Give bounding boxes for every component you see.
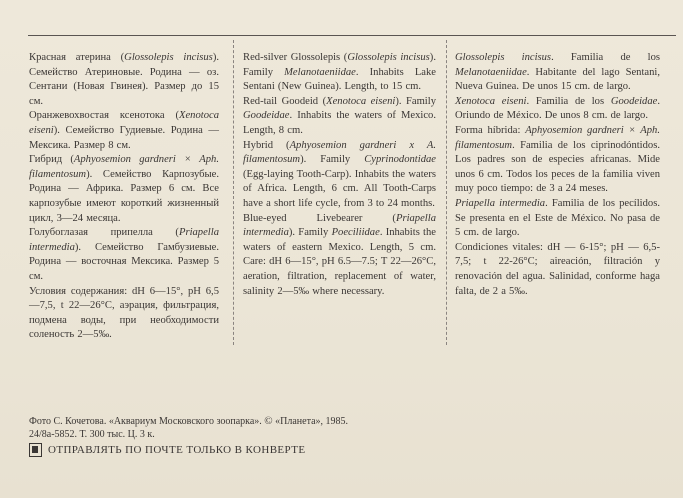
ru-paragraph-atherine: Красная атерина (Glossolepis incisus). Семейство Атериновые. Родина — оз. Сентани (Новая Гвинея). Размер до 15 см. xyxy=(29,52,219,107)
print-info: 24/8а-5852. Т. 300 тыс. Ц. 3 к. xyxy=(29,428,155,440)
mailing-instruction xyxy=(29,443,305,457)
es-paragraph-priapella: Priapella intermedia. Familia de los pecílidos. Se presenta en el Este de México. No pasa de 5 cm. de largo. xyxy=(455,197,660,239)
en-paragraph-livebearer: Blue-eyed Livebearer (Priapella intermedia). Family Poeciliidae. Inhabits the waters of eastern Mexico. Length, 5 cm. Care: dH 6—15°, pH 6.5—7.5; T 22—26°C, aeration, filtration, replacement of water, salinity 2—5‰ where necessary. xyxy=(243,212,436,297)
ru-paragraph-priapella: Голубоглазая припелла (Priapella intermedia). Семейство Гамбузиевые. Родина — восточная Мексика. Размер 5 см. xyxy=(29,227,219,282)
spanish-column xyxy=(455,51,660,299)
en-paragraph-goodeid: Red-tail Goodeid (Xenotoca eiseni). Family Goodeidae. Inhabits the waters of Mexico. Length, 8 cm. xyxy=(243,95,436,136)
column-divider-1 xyxy=(233,40,234,345)
ru-paragraph-conditions: Условия содержания: dH 6—15°, pH 6,5—7,5, t 22—26°C, аэрация, фильтрация, подмена воды, при необходимости соленость 2—5‰. xyxy=(29,285,219,341)
es-paragraph-xenotoca: Xenotoca eiseni. Familia de los Goodeidae. Oriundo de México. De unos 8 cm. de largo. xyxy=(455,95,660,122)
en-paragraph-glossolepis: Red-silver Glossolepis (Glossolepis incisus). Family Melanotaeniidae. Inhabits Lake Sentani (New Guinea). Length, to 15 cm. xyxy=(243,52,436,93)
en-paragraph-hybrid: Hybrid (Aphyosemion gardneri x A. filamentosum). Family Cyprinodontidae (Egg-laying Tooth-Carp). Inhabits the waters of Africa. Length, 6 cm. All Tooth-Carps have a short life cycle, from 3 to 24 months. xyxy=(243,139,436,209)
es-paragraph-glossolepis: Glossolepis incisus. Familia de los Melanotaeniidae. Habitante del lago Sentani, Nueva Guinea. De unos 15 cm. de largo. xyxy=(455,52,660,93)
mailing-note: ОТПРАВЛЯТЬ ПО ПОЧТЕ ТОЛЬКО В КОНВЕРТЕ xyxy=(48,444,306,456)
ru-paragraph-xenotoca: Оранжевохвостая ксенотока (Xenotoca eiseni). Семейство Гудиевые. Родина — Мексика. Размер 8 см. xyxy=(29,110,219,151)
photo-credit: Фото С. Кочетова. «Аквариум Московского зоопарка». © «Планета», 1985. xyxy=(29,415,349,427)
russian-column xyxy=(29,51,219,343)
publisher-logo-icon xyxy=(29,443,42,457)
ru-paragraph-hybrid: Гибрид (Aphyosemion gardneri × Aph. filamentosum). Семейство Карпозубые. Родина — Африка. Размер 6 см. Все карпозубые имеют короткий жизненный цикл, 3—24 месяца. xyxy=(29,154,219,224)
es-paragraph-hybrid: Forma híbrida: Aphyosemion gardneri × Aph. filamentosum. Familia de los ciprinodóntidos. Los padres son de especies africanas. Mide unos 6 cm. Todos los peces de la familia viven muy poco tiempo: de 3 a 24 meses. xyxy=(455,124,660,195)
copyright-icon: © xyxy=(264,415,273,427)
english-column xyxy=(243,51,436,299)
column-divider-2 xyxy=(446,40,447,345)
top-divider xyxy=(28,35,676,36)
es-paragraph-conditions: Condiciones vitales: dH — 6-15°; pH — 6,5-7,5; t 22-26°C; aireación, filtración y renovación del agua. Salinidad, conforme haga falta, de 2 a 5‰. xyxy=(455,241,660,297)
publisher-footer xyxy=(29,415,509,441)
